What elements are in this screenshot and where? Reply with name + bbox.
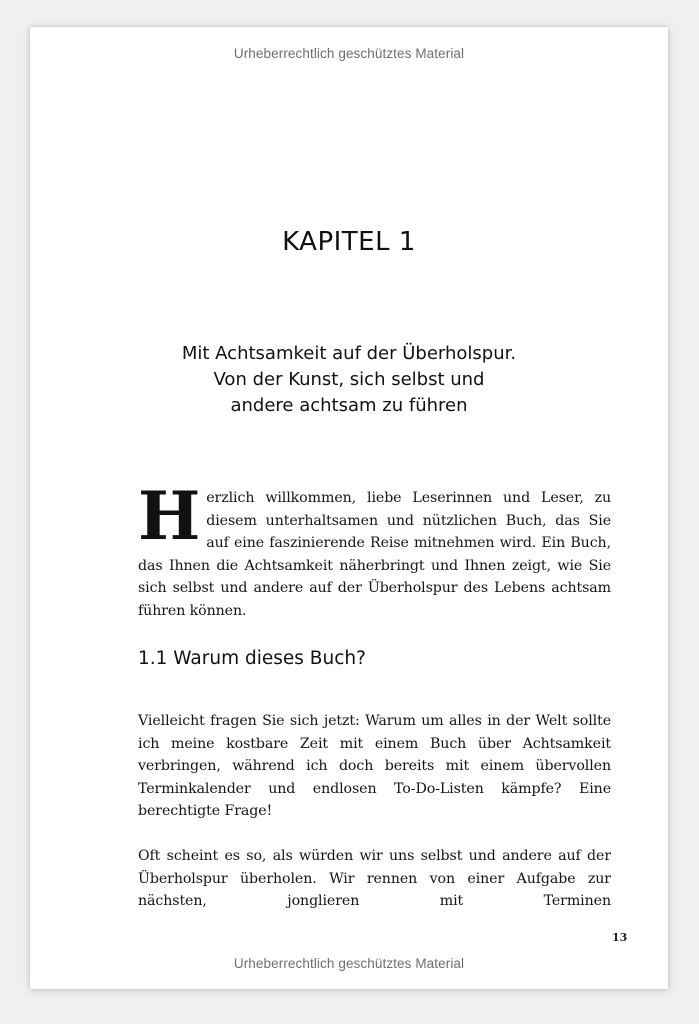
- subtitle-line: Mit Achtsamkeit auf der Überholspur.: [181, 343, 517, 364]
- intro-text: erzlich willkommen, liebe Leserinnen und Leser, zu diesem unterhaltsamen und nützlichen Buch, das Sie auf eine faszinierende Reise mitnehmen wird. Ein Buch, das Ihnen die Achtsamkeit näherbringt und Ihnen zeigt, wie Sie sich selbst und andere auf der Überholspur des Lebens achtsam führen können.: [138, 490, 611, 619]
- intro-paragraph: [138, 477, 611, 623]
- copyright-watermark-top: Urheberrechtlich geschütztes Material: [233, 46, 465, 61]
- section-heading: 1.1 Warum dieses Buch?: [138, 648, 366, 669]
- copyright-watermark-bottom: Urheberrechtlich geschütztes Material: [233, 956, 465, 971]
- body-paragraph: Vielleicht fragen Sie sich jetzt: Warum um alles in der Welt sollte ich meine kostbare Zeit mit einem Buch über Achtsamkeit verbringen, während ich doch bereits mit einem übervollen Terminkalender und endlosen To-Do-Listen kämpfe? Eine berechtigte Frage!: [138, 713, 611, 820]
- book-page: [30, 27, 668, 989]
- body-paragraph: Oft scheint es so, als würden wir uns selbst und andere auf der Überholspur überholen. Wir rennen von einer Aufgabe zur nächsten, jonglieren mit Terminen: [138, 848, 611, 910]
- subtitle-line: andere achtsam zu führen: [230, 395, 468, 416]
- chapter-subtitle: [30, 341, 668, 419]
- chapter-title: KAPITEL 1: [282, 227, 416, 257]
- page-number: 13: [612, 931, 628, 944]
- subtitle-line: Von der Kunst, sich selbst und: [213, 369, 485, 390]
- drop-cap: H: [138, 477, 201, 555]
